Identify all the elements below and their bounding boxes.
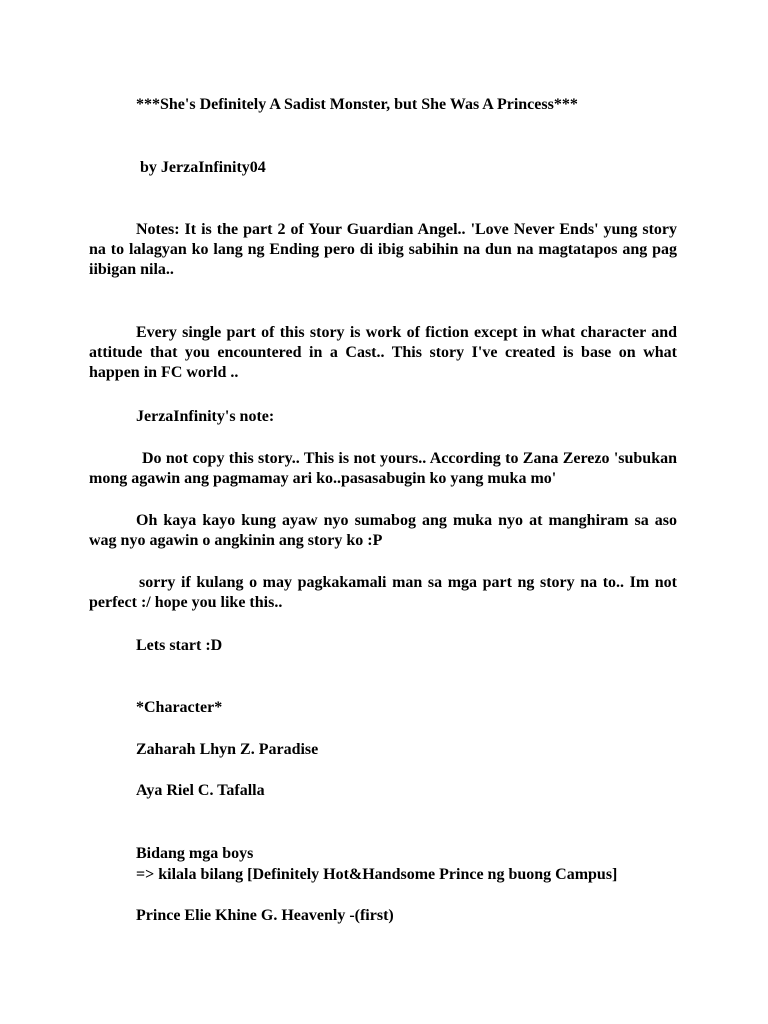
- disclaimer-paragraph: Every single part of this story is work of fiction except in what character and attitude that you encountered in a Cast.. This story I've created is base on what happen in FC world ..: [89, 324, 677, 381]
- character-1: Zaharah Lhyn Z. Paradise: [136, 741, 319, 758]
- character-2: Aya Riel C. Tafalla: [136, 782, 265, 799]
- start-line: Lets start :D: [136, 637, 223, 654]
- threat-paragraph: Oh kaya kayo kung ayaw nyo sumabog ang muka nyo at manghiram sa aso wag nyo agawin o angkinin ang story ko :P: [89, 512, 677, 549]
- prince-1: Prince Elie Khine G. Heavenly -(first): [136, 907, 394, 924]
- boys-subheading: => kilala bilang [Definitely Hot&Handsome Prince ng buong Campus]: [136, 866, 618, 883]
- apology-paragraph: sorry if kulang o may pagkakamali man sa mga part ng story na to.. Im not perfect :/ hope you like this..: [89, 574, 677, 611]
- story-title: ***She's Definitely A Sadist Monster, but She Was A Princess***: [136, 96, 578, 113]
- boys-heading: Bidang mga boys: [136, 845, 254, 862]
- author-note-heading: JerzaInfinity's note:: [136, 408, 275, 425]
- byline: by JerzaInfinity04: [140, 159, 266, 176]
- notes-paragraph: Notes: It is the part 2 of Your Guardian Angel.. 'Love Never Ends' yung story na to lalagyan ko lang ng Ending pero di ibig sabihin na dun na magtatapos ang pag iibigan nila..: [89, 221, 677, 278]
- copy-warning-paragraph: Do not copy this story.. This is not yours.. According to Zana Zerezo 'subukan mong agawin ang pagmamay ari ko..pasasabugin ko yang muka mo': [89, 450, 677, 487]
- character-heading: *Character*: [136, 699, 223, 716]
